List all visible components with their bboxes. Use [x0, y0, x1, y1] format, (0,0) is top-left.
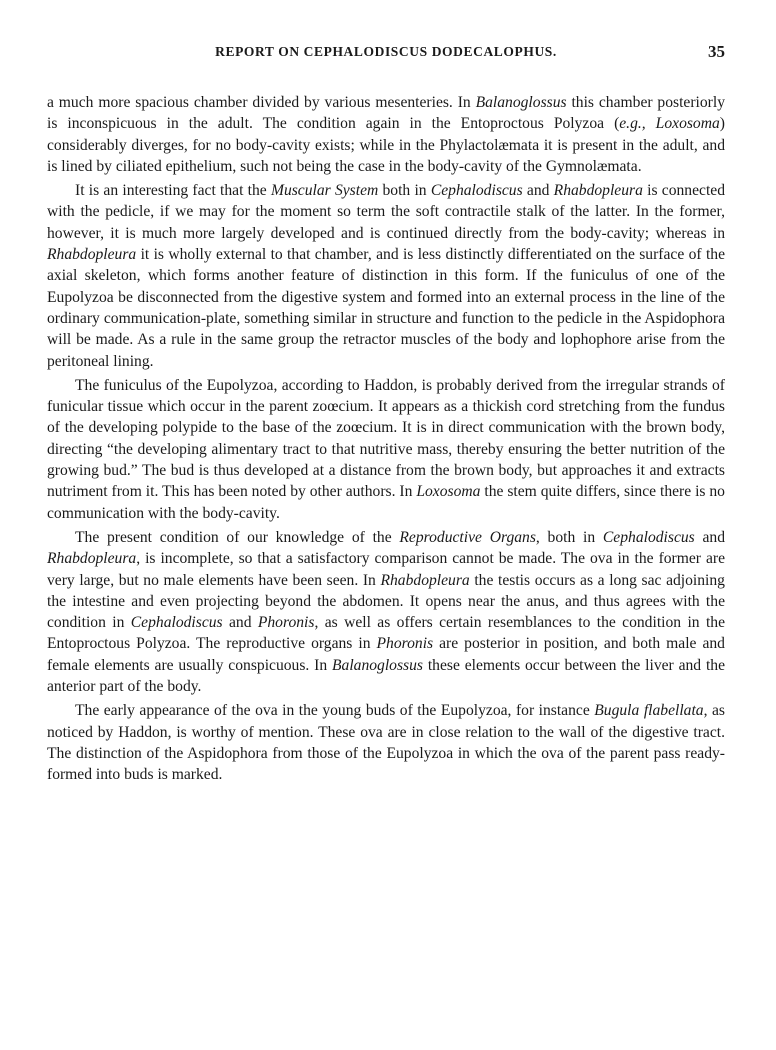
text-run: the stem quite differs, since there is no communication with the body-cavity.: [47, 483, 725, 522]
italic-run: Phoronis: [257, 614, 315, 632]
italic-run: Loxosoma: [416, 483, 481, 501]
text-run: The funiculus of the Eupolyzoa, according to Haddon, is probably derived from the irregular strands of funicular tissue which occur in the parent zoœcium. It appears as a thickish cord stretching from the fundus of the developing polypide to the base of the zoœcium. It is in direct communication with the brown body, directing “the developing alimentary tract to that nutritive mass, thereby ensuring the better nutrition of the growing bud.” The bud is thus developed at a distance from the brown body, but approaches it and extracts nutriment from it. This has been noted by other authors. In: [47, 376, 725, 501]
paragraph: [47, 700, 725, 785]
italic-run: Reproductive Organs: [399, 528, 536, 546]
text-run: ) considerably diverges, for no body-cavity exists; while in the Phylactolæmata it is present in the adult, and is lined by ciliated epithelium, such not being the case in the body-cavity of the Gymnolæmata.: [47, 115, 725, 175]
paragraph: [47, 92, 725, 177]
document-page: [47, 44, 725, 786]
italic-run: Cephalodiscus: [602, 528, 695, 546]
body-text: [47, 92, 725, 786]
text-run: the testis occurs as a long sac adjoining the intestine and even projecting beyond the abdomen. It opens near the anus, and thus agrees with the condition in: [47, 571, 725, 632]
italic-run: Muscular System: [270, 182, 379, 200]
text-run: , as noticed by Haddon, is worthy of mention. These ova are in close relation to the wall of the digestive tract. The distinction of the Aspidophora from those of the Eupolyzoa in which the ova of the parent pass ready-formed into buds is marked.: [47, 702, 725, 784]
italic-run: Cephalodiscus: [430, 182, 523, 200]
italic-run: Rhabdopleura: [47, 246, 137, 264]
text-run: is connected with the pedicle, if we may for the moment so term the soft contractile stalk of the latter. In the former, however, it is much more largely developed and is continued directly from the body-cavity; whereas in: [47, 182, 725, 242]
running-title: REPORT ON CEPHALODISCUS DODECALOPHUS.: [215, 44, 557, 59]
text-run: it is wholly external to that chamber, and is less distinctly differentiated on the surface of the axial skeleton, which forms another feature of distinction in this form. If the funiculus of one of the Eupolyzoa be disconnected from the digestive system and formed into an external process in the line of the ordinary communication-plate, something similar in structure and function to the pedicle in the Aspidophora will be made. As a rule in the same group the retractor muscles of the body and lophophore arise from the peritoneal lining.: [47, 246, 725, 370]
text-run: a much more spacious chamber divided by various mesenteries. In: [47, 94, 476, 111]
text-run: and: [522, 182, 554, 200]
italic-run: Phoronis: [376, 635, 434, 653]
text-run: both in: [378, 182, 431, 200]
paragraph: [47, 375, 725, 524]
italic-run: Balanoglossus: [475, 94, 567, 111]
text-run: , is incomplete, so that a satisfactory comparison cannot be made. The ova in the former are very large, but no male elements have been seen. In: [47, 550, 725, 589]
italic-run: Rhabdopleura: [47, 550, 137, 568]
text-run: , as well as offers certain resemblances to the condition in the Entoproctous Polyzoa. The reproductive organs in: [47, 614, 725, 653]
paragraph: [47, 527, 725, 697]
italic-run: Rhabdopleura: [380, 571, 470, 589]
text-run: The present condition of our knowledge of the: [75, 528, 400, 546]
text-run: The early appearance of the ova in the young buds of the Eupolyzoa, for instance: [75, 702, 595, 720]
text-run: these elements occur between the liver and the anterior part of the body.: [47, 656, 725, 696]
italic-run: Balanoglossus: [332, 656, 423, 674]
text-run: and: [222, 614, 258, 632]
italic-run: Bugula flabellata: [594, 702, 704, 720]
paragraph: [47, 180, 725, 372]
text-run: are posterior in position, and both male and female elements are usually conspicuous. In: [47, 635, 725, 674]
text-run: It is an interesting fact that the: [75, 182, 271, 200]
italic-run: Cephalodiscus: [130, 614, 223, 632]
page-number: 35: [708, 42, 725, 61]
text-run: and: [694, 528, 725, 546]
italic-run: e.g., Loxosoma: [619, 115, 720, 133]
running-head: [47, 44, 725, 70]
text-run: , both in: [535, 528, 603, 546]
italic-run: Rhabdopleura: [553, 182, 643, 200]
text-run: this chamber posteriorly is inconspicuous in the adult. The condition again in the Entoproctous Polyzoa (: [47, 94, 725, 133]
